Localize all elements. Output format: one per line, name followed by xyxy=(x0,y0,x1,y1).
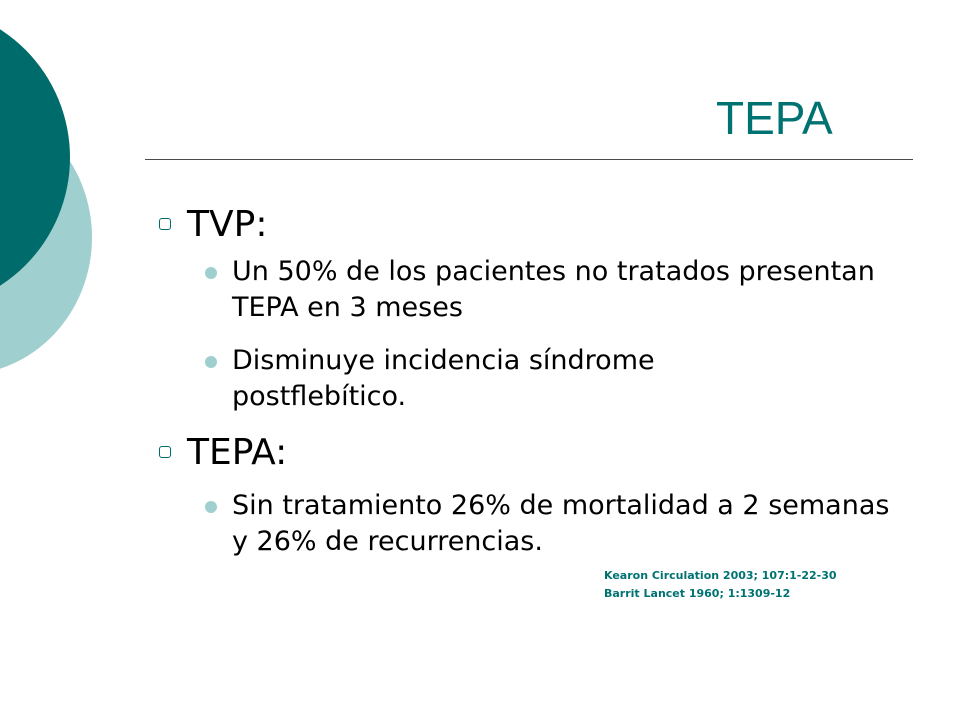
reference-citation: Kearon Circulation 2003; 107:1-22-30 xyxy=(604,569,837,582)
section-heading-tvp: TVP: xyxy=(187,204,268,245)
filled-circle-bullet-icon xyxy=(205,267,217,279)
slide-title: TEPA xyxy=(716,92,833,144)
filled-circle-bullet-icon xyxy=(205,501,217,513)
section-heading-tepa: TEPA: xyxy=(187,432,288,473)
bullet-text: Un 50% de los pacientes no tratados presentan TEPA en 3 meses xyxy=(232,256,875,323)
bullet-text: Sin tratamiento 26% de mortalidad a 2 semanas y 26% de recurrencias. xyxy=(232,490,890,557)
reference-citation: Barrit Lancet 1960; 1:1309-12 xyxy=(604,587,791,600)
bullet-text: Disminuye incidencia síndrome postflebítico. xyxy=(232,345,655,412)
filled-circle-bullet-icon xyxy=(205,356,217,368)
title-divider xyxy=(145,159,913,160)
hollow-square-bullet-icon xyxy=(159,446,171,458)
hollow-square-bullet-icon xyxy=(159,218,171,230)
